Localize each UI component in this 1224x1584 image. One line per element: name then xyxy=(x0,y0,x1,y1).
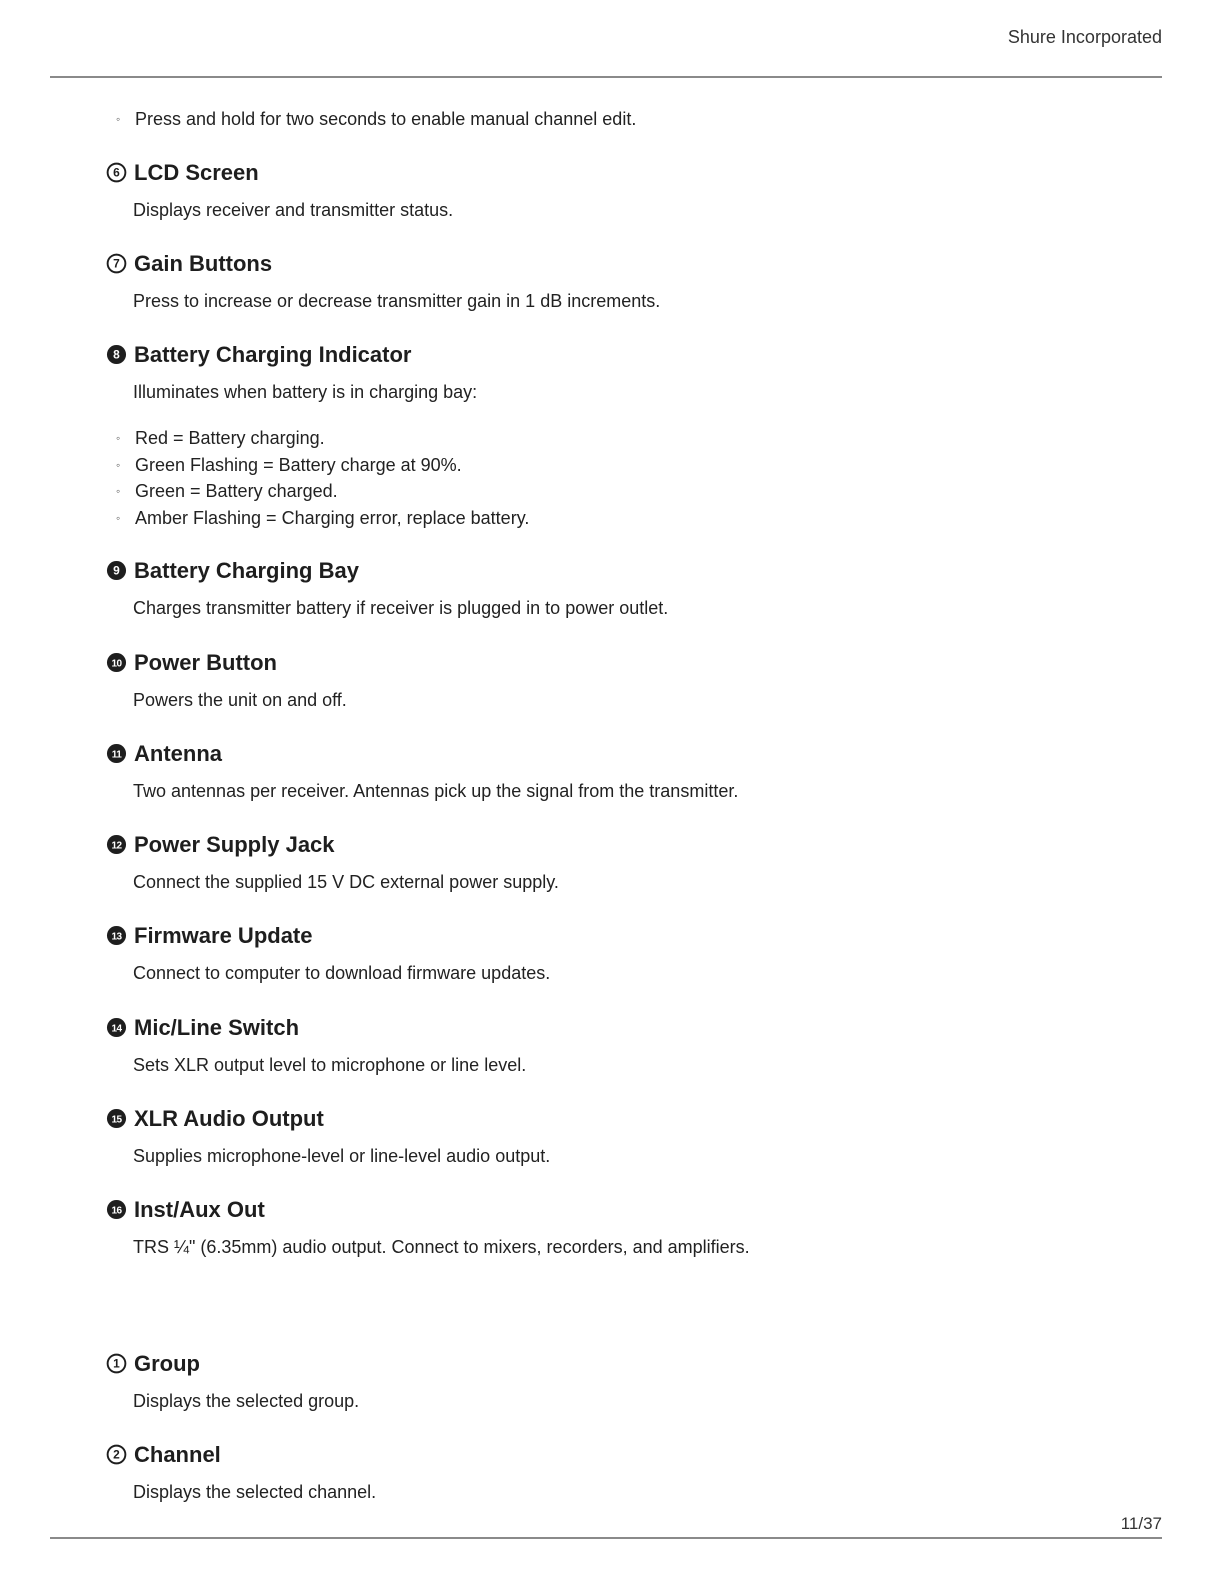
section-description: Two antennas per receiver. Antennas pick up the signal from the transmitter. xyxy=(133,781,739,801)
list-item-text: Green Flashing = Battery charge at 90%. xyxy=(135,455,462,475)
section-mic-line-switch xyxy=(0,1014,1224,1080)
section-number: 7 xyxy=(113,256,120,271)
section-number: 13 xyxy=(111,931,122,943)
section-number: 6 xyxy=(113,165,120,180)
section-description: Connect to computer to download firmware updates. xyxy=(133,963,551,983)
section-title: Antenna xyxy=(134,741,222,766)
header-divider xyxy=(50,76,1162,78)
section-number: 14 xyxy=(111,1023,122,1035)
section-description: Displays the selected channel. xyxy=(133,1482,377,1502)
section-description: Press to increase or decrease transmitter gain in 1 dB increments. xyxy=(133,291,661,311)
section-number: 11 xyxy=(111,749,122,761)
section-channel xyxy=(0,1441,1224,1507)
section-description: Illuminates when battery is in charging bay: xyxy=(133,382,478,402)
number-6-icon xyxy=(106,162,127,183)
section-battery-charging-bay xyxy=(0,557,1224,623)
number-8-icon xyxy=(106,344,127,365)
section-title: Power Button xyxy=(134,650,277,675)
section-title: Group xyxy=(134,1351,200,1376)
section-number: 12 xyxy=(111,840,122,852)
section-number: 1 xyxy=(113,1356,120,1371)
section-inst-aux-out xyxy=(0,1196,1224,1262)
section-antenna xyxy=(0,740,1224,806)
section-description: Powers the unit on and off. xyxy=(133,690,347,710)
page-number: 11/37 xyxy=(1120,1514,1162,1533)
section-title: Gain Buttons xyxy=(134,251,273,276)
number-10-icon xyxy=(106,652,127,673)
section-number: 10 xyxy=(111,658,122,670)
number-12-icon xyxy=(106,834,127,855)
section-firmware-update xyxy=(0,922,1224,988)
section-xlr-audio-output xyxy=(0,1105,1224,1171)
section-group xyxy=(0,1350,1224,1416)
footer-divider xyxy=(50,1537,1162,1539)
bullet-icon: ◦ xyxy=(116,511,121,525)
bullet-icon: ◦ xyxy=(116,431,121,445)
number-13-icon xyxy=(106,925,127,946)
section-title: Inst/Aux Out xyxy=(134,1197,265,1222)
section-description: Charges transmitter battery if receiver is plugged in to power outlet. xyxy=(133,598,669,618)
section-number: 16 xyxy=(111,1205,122,1217)
section-description: Connect the supplied 15 V DC external power supply. xyxy=(133,872,559,892)
bullet-icon: ◦ xyxy=(116,112,121,126)
section-title: Mic/Line Switch xyxy=(134,1015,300,1040)
section-description: Sets XLR output level to microphone or line level. xyxy=(133,1055,527,1075)
section-description: TRS ¼" (6.35mm) audio output. Connect to mixers, recorders, and amplifiers. xyxy=(133,1237,750,1257)
section-title: Firmware Update xyxy=(134,923,313,948)
section-gain-buttons xyxy=(0,250,1224,316)
header-company-name: Shure Incorporated xyxy=(1007,27,1162,47)
list-item-text: Amber Flashing = Charging error, replace battery. xyxy=(135,508,530,528)
section-description: Displays receiver and transmitter status. xyxy=(133,200,454,220)
section-number: 8 xyxy=(113,347,120,362)
list-item-text: Red = Battery charging. xyxy=(135,428,325,448)
bullet-icon: ◦ xyxy=(116,458,121,472)
number-2-icon xyxy=(106,1444,127,1465)
section-title: Power Supply Jack xyxy=(134,832,335,857)
section-title: Battery Charging Indicator xyxy=(134,342,412,367)
section-description: Displays the selected group. xyxy=(133,1391,360,1411)
section-power-supply-jack xyxy=(0,831,1224,897)
section-number: 9 xyxy=(113,563,120,578)
list-item-text: Press and hold for two seconds to enable manual channel edit. xyxy=(135,109,637,129)
number-14-icon xyxy=(106,1017,127,1038)
number-9-icon xyxy=(106,560,127,581)
section-number: 15 xyxy=(111,1114,122,1126)
section-title: Channel xyxy=(134,1442,221,1467)
section-description: Supplies microphone-level or line-level audio output. xyxy=(133,1146,551,1166)
number-7-icon xyxy=(106,253,127,274)
section-lcd-screen xyxy=(0,159,1224,225)
section-battery-charging-indicator xyxy=(0,341,1224,407)
section-title: LCD Screen xyxy=(134,160,259,185)
list-item-text: Green = Battery charged. xyxy=(135,481,338,501)
number-1-icon xyxy=(106,1353,127,1374)
number-15-icon xyxy=(106,1108,127,1129)
section-title: XLR Audio Output xyxy=(134,1106,324,1131)
number-16-icon xyxy=(106,1199,127,1220)
section-title: Battery Charging Bay xyxy=(134,558,359,583)
section-power-button xyxy=(0,649,1224,715)
number-11-icon xyxy=(106,743,127,764)
section-number: 2 xyxy=(113,1447,120,1462)
bullet-icon: ◦ xyxy=(116,484,121,498)
